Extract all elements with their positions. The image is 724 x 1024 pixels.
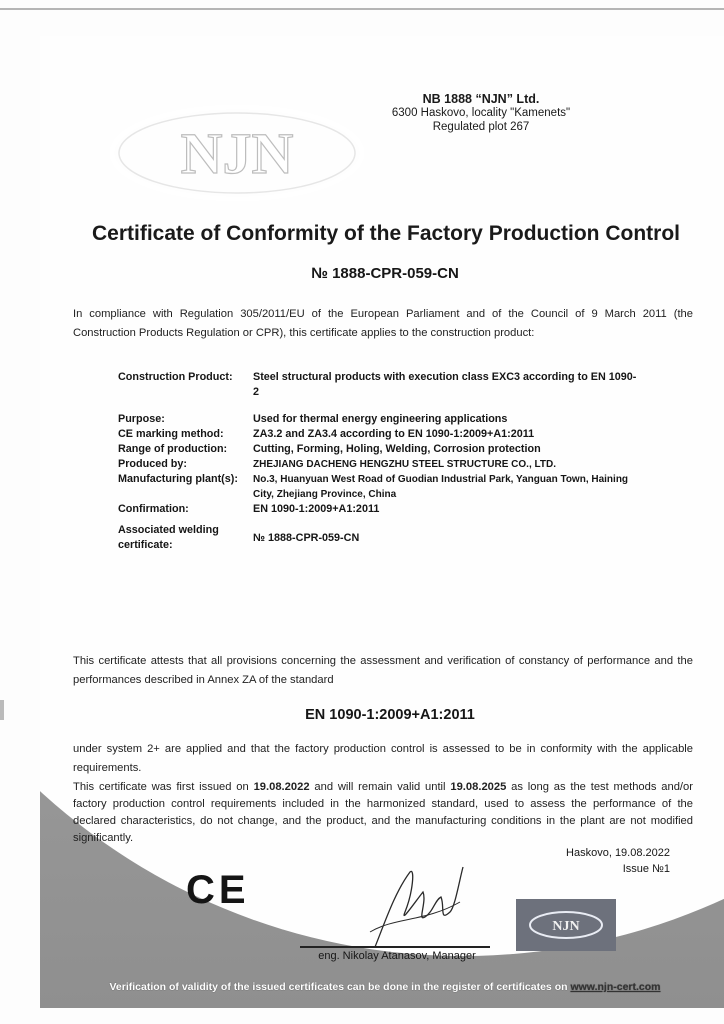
signer-name: eng. Nikolay Atanasov, Manager bbox=[318, 950, 476, 962]
detail-row: Construction Product: Steel structural products with execution class EXC3 according to EN 1090-2 bbox=[118, 371, 637, 398]
njn-hologram-stamp bbox=[516, 899, 616, 951]
valid-until-date: 19.08.2025 bbox=[450, 781, 507, 793]
ce-mark: CE bbox=[186, 868, 250, 912]
standard-reference: EN 1090-1:2009+A1:2011 bbox=[305, 707, 475, 723]
stamp-logo-text: NJN bbox=[552, 919, 580, 934]
detail-row: Manufacturing plant(s): No.3, Huanyuan West Road of Guodian Industrial Park, Yanguan Town, Haining City, Zhejiang Province, China bbox=[118, 473, 629, 500]
detail-row: Associated welding certificate: № 1888-CPR-059-CN bbox=[118, 524, 360, 551]
issue-date: 19.08.2022 bbox=[253, 781, 310, 793]
signature bbox=[355, 862, 465, 952]
detail-row: Confirmation: EN 1090-1:2009+A1:2011 bbox=[118, 503, 380, 515]
issuer-address-line2: Regulated plot 267 bbox=[432, 121, 530, 133]
certificate-title: Certificate of Conformity of the Factory Production Control bbox=[91, 222, 680, 245]
verification-link[interactable]: www.njn-cert.com bbox=[570, 981, 661, 993]
product-details bbox=[118, 370, 638, 553]
detail-row: Produced by: ZHEJIANG DACHENG HENGZHU STEEL STRUCTURE CO., LTD. bbox=[118, 458, 556, 470]
issuer-address-line1: 6300 Haskovo, locality "Kamenets" bbox=[391, 107, 571, 119]
place-date: Haskovo, 19.08.2022 bbox=[566, 847, 670, 859]
certificate-number: № 1888-CPR-059-CN bbox=[311, 265, 459, 282]
scan-top-line bbox=[0, 8, 724, 10]
issue-number: Issue №1 bbox=[622, 863, 670, 875]
system-paragraph: under system 2+ are applied and that the factory production control is assessed to be in conformity with the applicable requirements. bbox=[73, 743, 693, 774]
njn-logo bbox=[110, 103, 365, 203]
attest-paragraph: This certificate attests that all provisions concerning the assessment and verification of constancy of performance and the performances described in Annex ZA of the standard bbox=[73, 655, 693, 686]
scan-edge-mark bbox=[0, 700, 4, 720]
signature-line bbox=[300, 946, 490, 948]
detail-row: Range of production: Cutting, Forming, Holing, Welding, Corrosion protection bbox=[118, 443, 541, 455]
issuer-block bbox=[390, 92, 572, 134]
issuer-name: NB 1888 “NJN” Ltd. bbox=[422, 92, 540, 106]
validity-paragraph: This certificate was first issued on 19.08.2022 and will remain valid until 19.08.2025 as long as the test methods and/or factory production control requirements included in the harmonized standard, used to assess the performance of the declared characteristics, do not change, and the product, and the manufacturing conditions in the plant are not modified significantly. bbox=[73, 781, 693, 844]
place-and-date-block bbox=[540, 845, 670, 877]
intro-paragraph: In compliance with Regulation 305/2011/EU of the European Parliament and of the Council of 9 March 2011 (the Construction Products Regulation or CPR), this certificate applies to the construction product: bbox=[73, 308, 693, 339]
verification-footer: Verification of validity of the issued certificates can be done in the register of certificates on www.njn-cert.com bbox=[109, 981, 661, 993]
logo-text: NJN bbox=[180, 121, 294, 186]
detail-row: CE marking method: ZA3.2 and ZA3.4 according to EN 1090-1:2009+A1:2011 bbox=[118, 428, 535, 440]
detail-row: Purpose: Used for thermal energy engineering applications bbox=[118, 413, 508, 425]
